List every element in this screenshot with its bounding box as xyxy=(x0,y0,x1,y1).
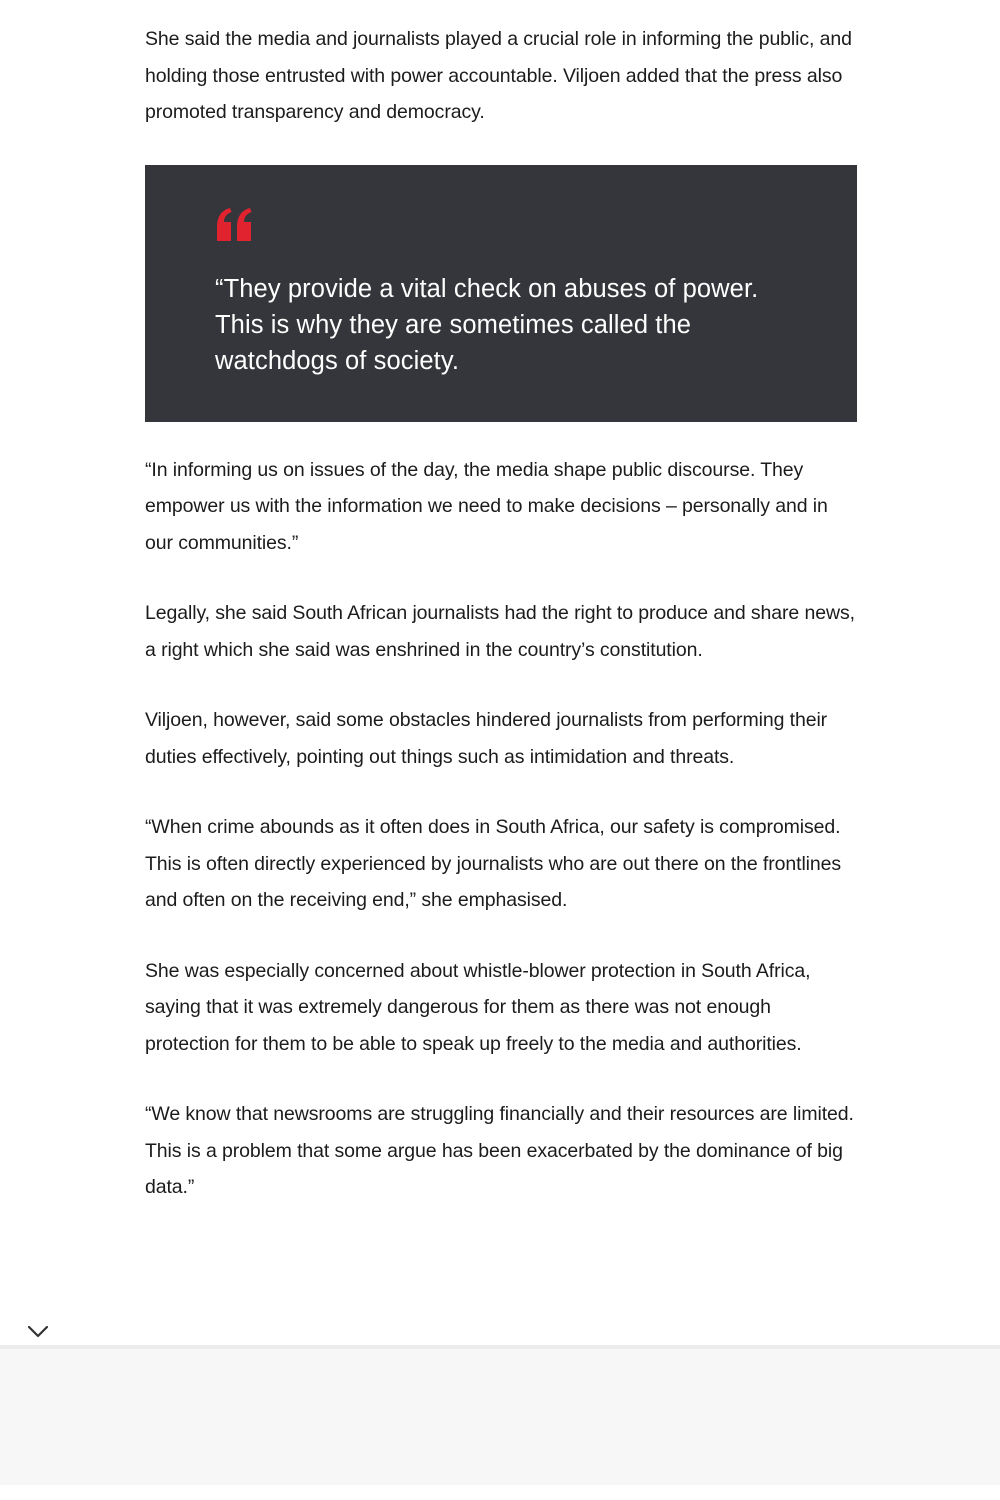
article-paragraph: She said the media and journalists played a crucial role in informing the public, and holding those entrusted with power accountable. Viljoen added that the press also promoted transparency and democracy. xyxy=(145,28,852,123)
pull-quote xyxy=(145,165,857,422)
article-paragraph: Viljoen, however, said some obstacles hindered journalists from performing their duties effectively, pointing out things such as intimidation and threats. xyxy=(145,709,828,768)
chevron-down-icon[interactable] xyxy=(27,1325,49,1339)
article-body xyxy=(145,21,857,1206)
article-paragraph: “We know that newsrooms are struggling financially and their resources are limited. This is a problem that some argue has been exacerbated by the dominance of big data.” xyxy=(145,1103,854,1198)
article-paragraph: She was especially concerned about whistle-blower protection in South Africa, saying that it was extremely dangerous for them as there was not enough protection for them to be able to speak up freely to the media and authorities. xyxy=(145,959,811,1055)
article-paragraph: Legally, she said South African journalists had the right to produce and share news, a right which she said was enshrined in the country’s constitution. xyxy=(145,602,855,661)
pull-quote-text: “They provide a vital check on abuses of power. This is why they are sometimes called the watchdogs of society. xyxy=(215,274,759,375)
bottom-panel xyxy=(0,1345,1000,1485)
article-paragraph: “In informing us on issues of the day, the media shape public discourse. They empower us with the information we need to make decisions – personally and in our communities.” xyxy=(145,458,828,554)
quote-mark-icon xyxy=(215,207,253,241)
article-paragraph: “When crime abounds as it often does in South Africa, our safety is compromised. This is often directly experienced by journalists who are out there on the frontlines and often on the receiving end,” she emphasised. xyxy=(145,816,842,911)
